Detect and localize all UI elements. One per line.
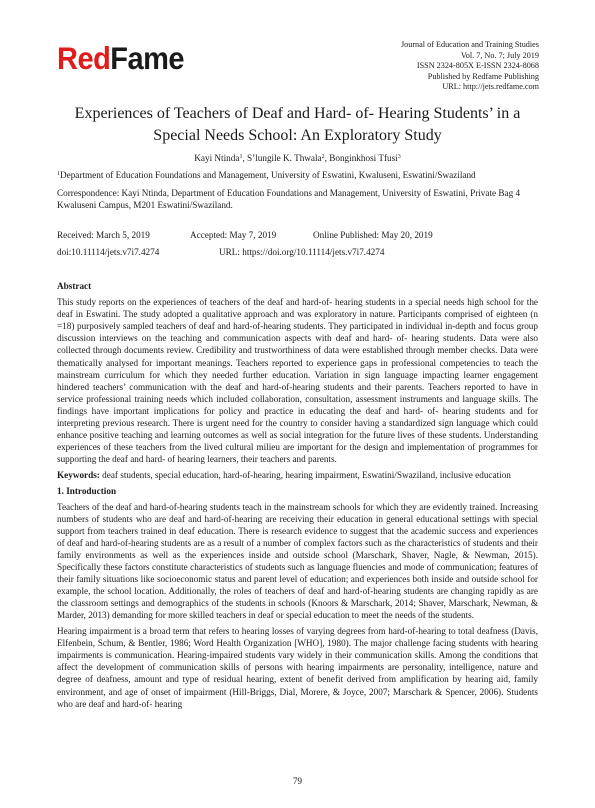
logo-red-text: Red: [57, 41, 111, 77]
accepted-date: Accepted: May 7, 2019: [190, 230, 277, 240]
doi-line: [57, 247, 538, 259]
author-list: Kayi Ntinda$^1$, S’lungile K. Thwala$^2$, Bonginkhosi Tfusi$^3$: [194, 153, 401, 163]
main-content: [57, 280, 538, 713]
keywords-label: Keywords:: [57, 469, 100, 480]
journal-info: [239, 40, 539, 93]
author-sup: 2: [321, 154, 325, 160]
affiliation-sup: 1: [57, 171, 60, 177]
intro-paragraph: Hearing impairment is a broad term that refers to hearing losses of varying degrees from hard-of-hearing to total deafness (Davis, Elfenbein, Schum, & Bentler, 1986; Word Health Organization [WHO], 1980). The major challenge facing students with hearing impairments is communication. Hearing-impaired students vary widely in their communication skills. Among the conditions that affect the development of communication skills of persons with hearing impairments are personality, intelligence, nature and degree of deafness, amount and type of residual hearing, extent of benefit derived from amplification by hearing aid, family environment, and age of onset of impairment (Hill-Briggs, Dial, Morere, & Joyce, 2007; Marschark & Spencer, 2006). Students who are deaf and hard-of- hearing: [57, 626, 538, 709]
journal-name: Journal of Education and Training Studies: [400, 40, 539, 49]
journal-publisher: Published by Redfame Publishing: [427, 71, 539, 81]
correspondence: Correspondence: Kayi Ntinda, Department of Education Foundations and Management, University of Eswatini, Private Bag 4 Kwaluseni Campus, M201 Eswatini/Swaziland.: [57, 188, 521, 211]
published-date: Online Published: May 20, 2019: [313, 230, 433, 240]
author-sup: 3: [397, 154, 401, 160]
introduction-heading: 1. Introduction: [57, 485, 117, 496]
author-name: Bonginkhosi Tfusi: [329, 153, 398, 163]
publication-dates: [57, 230, 538, 242]
abstract-heading: Abstract: [57, 281, 92, 291]
intro-paragraph: Teachers of the deaf and hard-of-hearing students teach in the mainstream schools for which they are evidently trained. Increasing numbers of students who are deaf and hard-of-hearing are receiving their education in general educational settings with special support from teachers trained in deaf education. There is research evidence to suggest that the academic success and experiences of deaf and hard-of-hearing students are as a result of a number of complex factors such as the characteristics of students and their family environments as well as the experiences inside and outside school (Marschark, Shaver, Nagle, & Newman, 2015). Specifically these factors constitute characteristics of students such as language fluencies and mode of communication; features of their family situations like socioeconomic status and parent level of education; and experiences both inside and outside school for example, the school location. Additionally, the roles of teachers of deaf and hard-of-hearing students are changing rapidly as are the classroom settings and demographics of the students in schools (Knoors & Marschark, 2014; Shaver, Marschark, Newman, & Marder, 2013) demanding for more skilled teachers in deaf or special education to meet the needs of the students.: [57, 501, 538, 621]
journal-issn: ISSN 2324-805X E-ISSN 2324-8068: [416, 61, 539, 71]
keywords-text: deaf students, special education, hard-of-hearing, hearing impairment, Eswatini/Swaziland, inclusive education: [102, 469, 511, 480]
author-name: S’lungile K. Thwala: [247, 153, 322, 163]
affiliation: [57, 168, 538, 181]
keywords: [57, 469, 538, 481]
doi-url[interactable]: URL: https://doi.org/10.11114/jets.v7i7.4274: [219, 247, 385, 257]
abstract-text: This study reports on the experiences of teachers of the deaf and hard-of- hearing students in a special needs high school for the deaf in Eswatini. The study adopted a qualitative approach and was exploratory in nature. Participants comprised of eighteen (n =18) purposively sampled teachers of deaf and hard-of-hearing students. They participated in individual in-depth and focus group discussion interviews on the teaching and communication aspects with deaf and hard- of- hearing students. Data were also collected through documents review. Credibility and trustworthiness of data were established through member checks. Data were thematically analysed for important meanings. Teachers reported to experience gaps in professional competencies to teach the mainstream curriculum for which they needed further education. Variation in sign language impacting learner engagement hindered teachers’ communication with the deaf and hard-of-hearing students and their parents. Teachers reported to have in service professional training needs which included collaboration, consultation, assessment instruments and language skills. The findings have important implications for policy and practice in educating the deaf and hard- of- hearing students and for interpreting previous research. There is urgent need for the country to consider having a standardized sign language which could enhance positive teaching and learning outcomes as well as social integration for the future lives of these students. Understanding experiences of these teachers from the lived cultural milieu are important for the design and implementation of programmes for supporting the deaf and hard- of hearing learners, their teachers and parents.: [57, 297, 538, 465]
doi-text[interactable]: doi:10.11114/jets.v7i7.4274: [57, 247, 160, 257]
page-number: 79: [293, 776, 302, 786]
redfame-logo: [57, 43, 184, 75]
journal-volume: Vol. 7, No. 7; July 2019: [460, 50, 539, 60]
author-name: Kayi Ntinda: [194, 153, 240, 163]
affiliation-text: Department of Education Foundations and Management, University of Eswatini, Kwaluseni, Eswatini/Swaziland: [60, 170, 476, 180]
logo-black-text: Fame: [110, 41, 185, 77]
author-sup: 1: [239, 154, 243, 160]
journal-url[interactable]: URL: http://jets.redfame.com: [442, 82, 539, 92]
received-date: Received: March 5, 2019: [57, 230, 150, 240]
paper-title: Experiences of Teachers of Deaf and Hard- of- Hearing Students’ in a Special Needs School: An Exploratory Study: [74, 105, 521, 144]
